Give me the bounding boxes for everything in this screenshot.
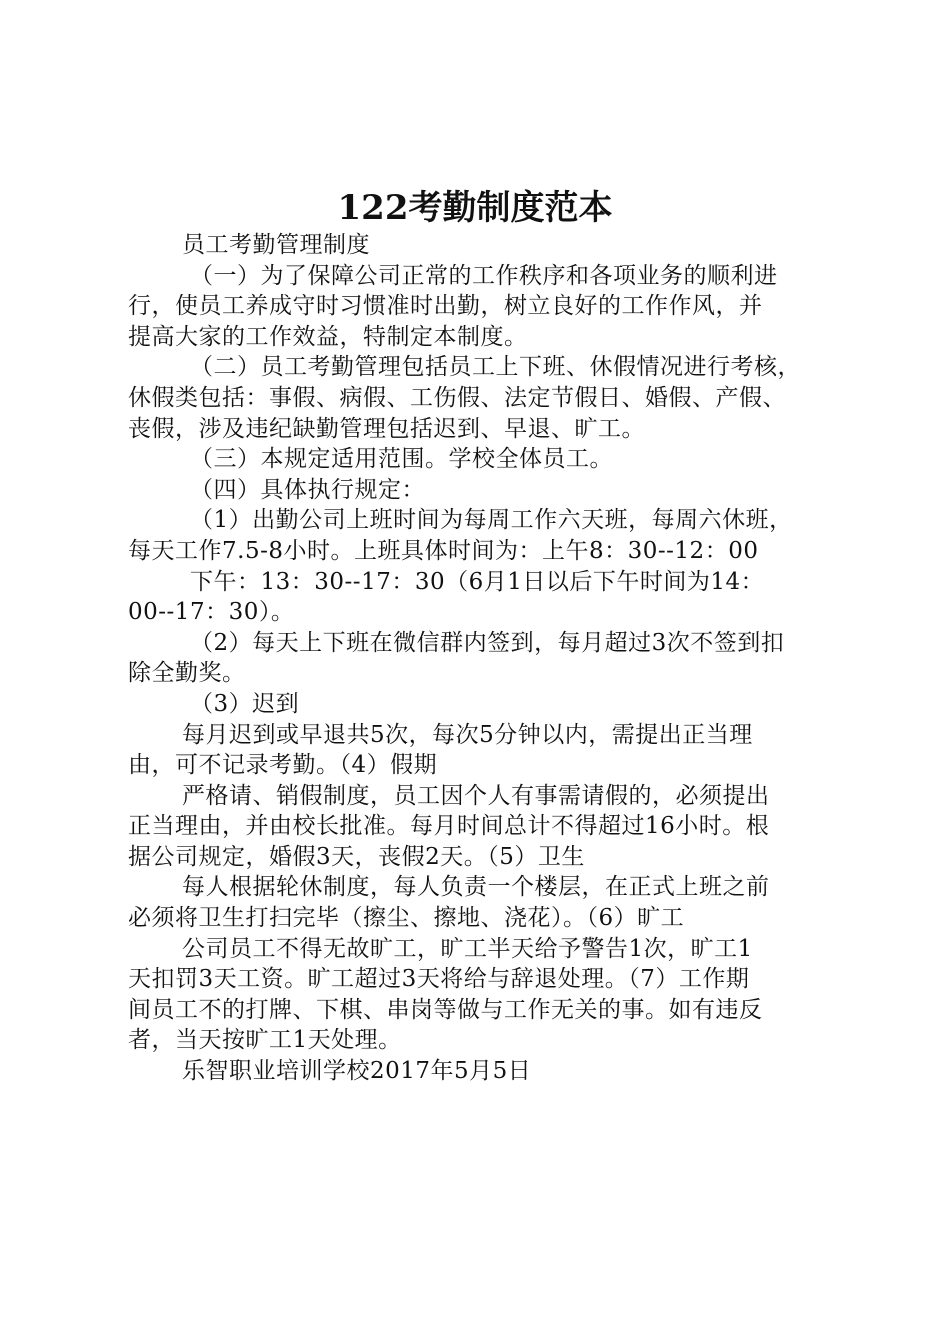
paragraph-line: 公司员工不得无故旷工，旷工半天给予警告1次，旷工1 [182,935,753,962]
paragraph-line: （一）为了保障公司正常的工作秩序和各项业务的顺利进 [190,262,778,289]
paragraph-line: 提高大家的工作效益，特制定本制度。 [128,323,528,350]
section-heading: 员工考勤管理制度 [182,232,370,258]
signature-line: 乐智职业培训学校2017年5月5日 [182,1058,532,1085]
paragraph-line: 严格请、销假制度，员工因个人有事需请假的，必须提出 [182,782,770,809]
paragraph-line: 丧假，涉及违纪缺勤管理包括迟到、早退、旷工。 [128,415,645,442]
paragraph-line: 行，使员工养成守时习惯准时出勤，树立良好的工作作风，并 [128,293,763,320]
paragraph-line: 每人根据轮休制度，每人负责一个楼层，在正式上班之前 [182,874,770,901]
paragraph-line: 间员工不的打牌、下棋、串岗等做与工作无关的事。如有违反 [128,996,763,1023]
paragraph-line: （3）迟到 [190,690,300,717]
paragraph-line: 每月迟到或早退共5次，每次5分钟以内，需提出正当理 [182,721,753,748]
paragraph-line: 每天工作7.5-8小时。上班具体时间为：上午8：30--12：00 [128,537,759,564]
paragraph-line: 00--17：30）。 [128,599,295,626]
paragraph-line: （四）具体执行规定： [190,476,425,503]
paragraph-line: 正当理由，并由校长批准。每月时间总计不得超过16小时。根 [128,813,770,840]
paragraph-line: （2）每天上下班在微信群内签到，每月超过3次不签到扣 [190,629,785,656]
paragraph-line: 据公司规定，婚假3天，丧假2天。（5）卫生 [128,843,585,870]
paragraph-line: （三）本规定适用范围。学校全体员工。 [190,446,613,473]
paragraph-line: 休假类包括：事假、病假、工伤假、法定节假日、婚假、产假、 [128,384,786,411]
paragraph-line: （二）员工考勤管理包括员工上下班、休假情况进行考核， [190,354,801,381]
paragraph-line: 除全勤奖。 [128,660,246,687]
paragraph-line: 由，可不记录考勤。（4）假期 [128,752,438,779]
paragraph-line: 下午：13：30--17：30（6月1日以后下午时间为14： [190,568,765,595]
paragraph-line: 者，当天按旷工1天处理。 [128,1027,402,1054]
paragraph-line: （1）出勤公司上班时间为每周工作六天班，每周六休班， [190,507,793,534]
paragraph-line: 天扣罚3天工资。旷工超过3天将给与辞退处理。（7）工作期 [128,966,750,993]
document-body [128,230,848,1087]
paragraph-line: 必须将卫生打扫完毕（擦尘、擦地、浇花）。（6）旷工 [128,905,685,932]
document-title: 122考勤制度范本 [337,188,613,228]
